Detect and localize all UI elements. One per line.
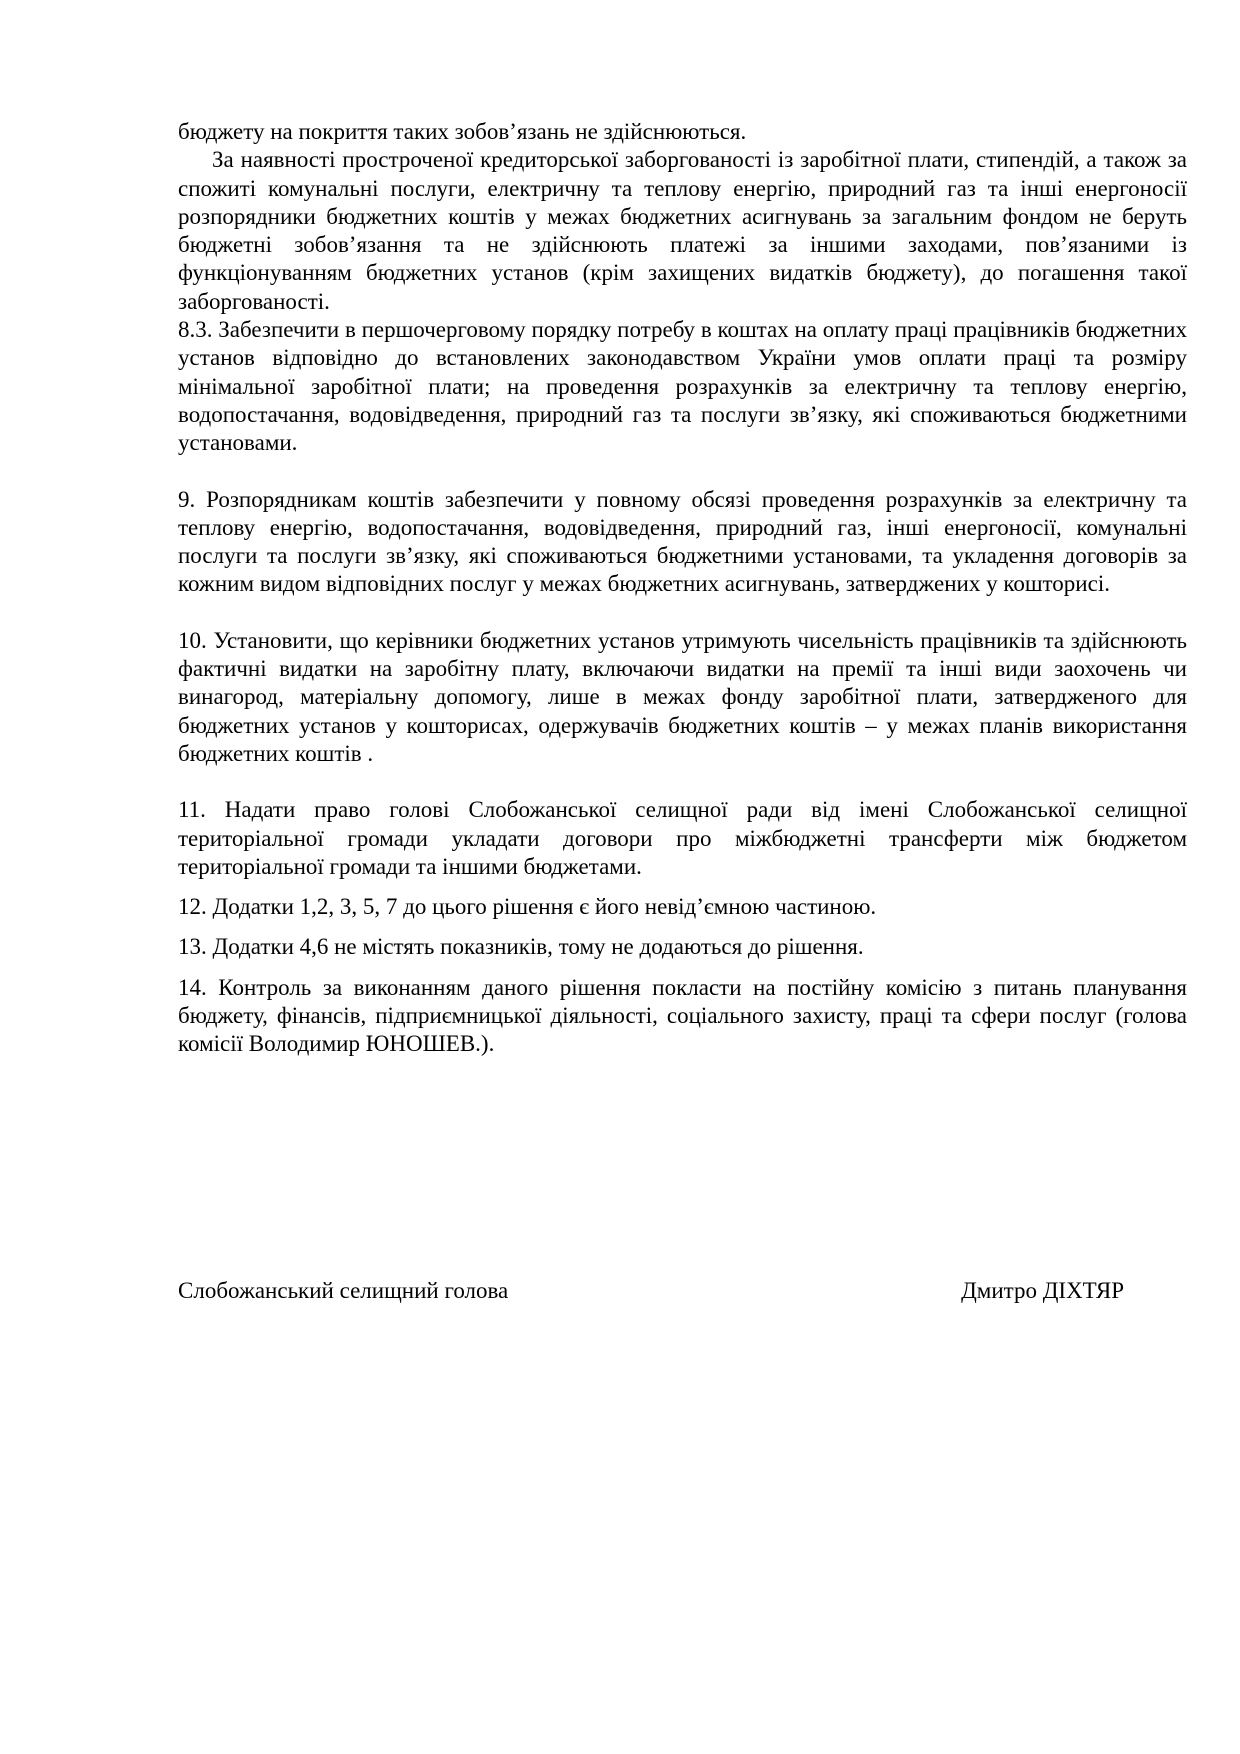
paragraph-10: 10. Установити, що керівники бюджетних установ утримують чисельність працівників та здійснюють фактичні видатки на заробітну плату, включаючи видатки на премії та інші види заохочень чи винагород, матеріальну допомогу, лише в межах фонду заробітної плати, затвердженого для бюджетних установ у кошторисах, одержувачів бюджетних коштів – у межах планів використання бюджетних коштів .: [178, 627, 1187, 766]
paragraph-overdue-debt: За наявності простроченої кредиторської заборгованості із заробітної плати, стипендій, а також за спожиті комунальні послуги, електричну та теплову енергію, природний газ та інші енергоносії розпорядники бюджетних коштів у межах бюджетних асигнувань за загальним фондом не беруть бюджетні зобов’язання та не здійснюють платежі за іншими заходами, пов’язаними із функціонуванням бюджетних установ (крім захищених видатків бюджету), до погашення такої заборгованості.: [178, 147, 1187, 314]
paragraph-14: 14. Контроль за виконанням даного рішення покласти на постійну комісію з питань планування бюджету, фінансів, підприємницької діяльності, соціального захисту, праці та сфери послуг (голова комісії Володимир ЮНОШЕВ.).: [178, 974, 1187, 1057]
paragraph-13: 13. Додатки 4,6 не містять показників, тому не додаються до рішення.: [178, 934, 864, 960]
paragraph-continuation: бюджету на покриття таких зобов’язань не здійснюються.: [178, 119, 747, 144]
paragraph-9: 9. Розпорядникам коштів забезпечити у повному обсязі проведення розрахунків за електричну та теплову енергію, водопостачання, водовідведення, природний газ, інші енергоносії, комунальні послуги та послуги зв’язку, які споживаються бюджетними установами, та укладення договорів за кожним видом відповідних послуг у межах бюджетних асигнувань, затверджених у кошторисі.: [178, 486, 1187, 597]
signatory-name: Дмитро ДІХТЯР: [961, 1278, 1124, 1303]
paragraph-11: 11. Надати право голові Слобожанської селищної ради від імені Слобожанської селищної територіальної громади укладати договори про міжбюджетні трансферти між бюджетом територіальної громади та іншими бюджетами.: [178, 797, 1187, 879]
signatory-position: Слобожанський селищний голова: [178, 1278, 509, 1303]
paragraph-12: 12. Додатки 1,2, 3, 5, 7 до цього рішення є його невід’ємною частиною.: [178, 894, 877, 920]
paragraph-8-3: 8.3. Забезпечити в першочерговому порядку потребу в коштах на оплату праці працівників бюджетних установ відповідно до встановлених законодавством України умов оплати праці та розміру мінімальної заробітної плати; на проведення розрахунків за електричну та теплову енергію, водопостачання, водовідведення, природний газ та послуги зв’язку, які споживаються бюджетними установами.: [178, 317, 1187, 456]
signature-block: [178, 1277, 1124, 1305]
document-body: [178, 118, 1187, 1059]
